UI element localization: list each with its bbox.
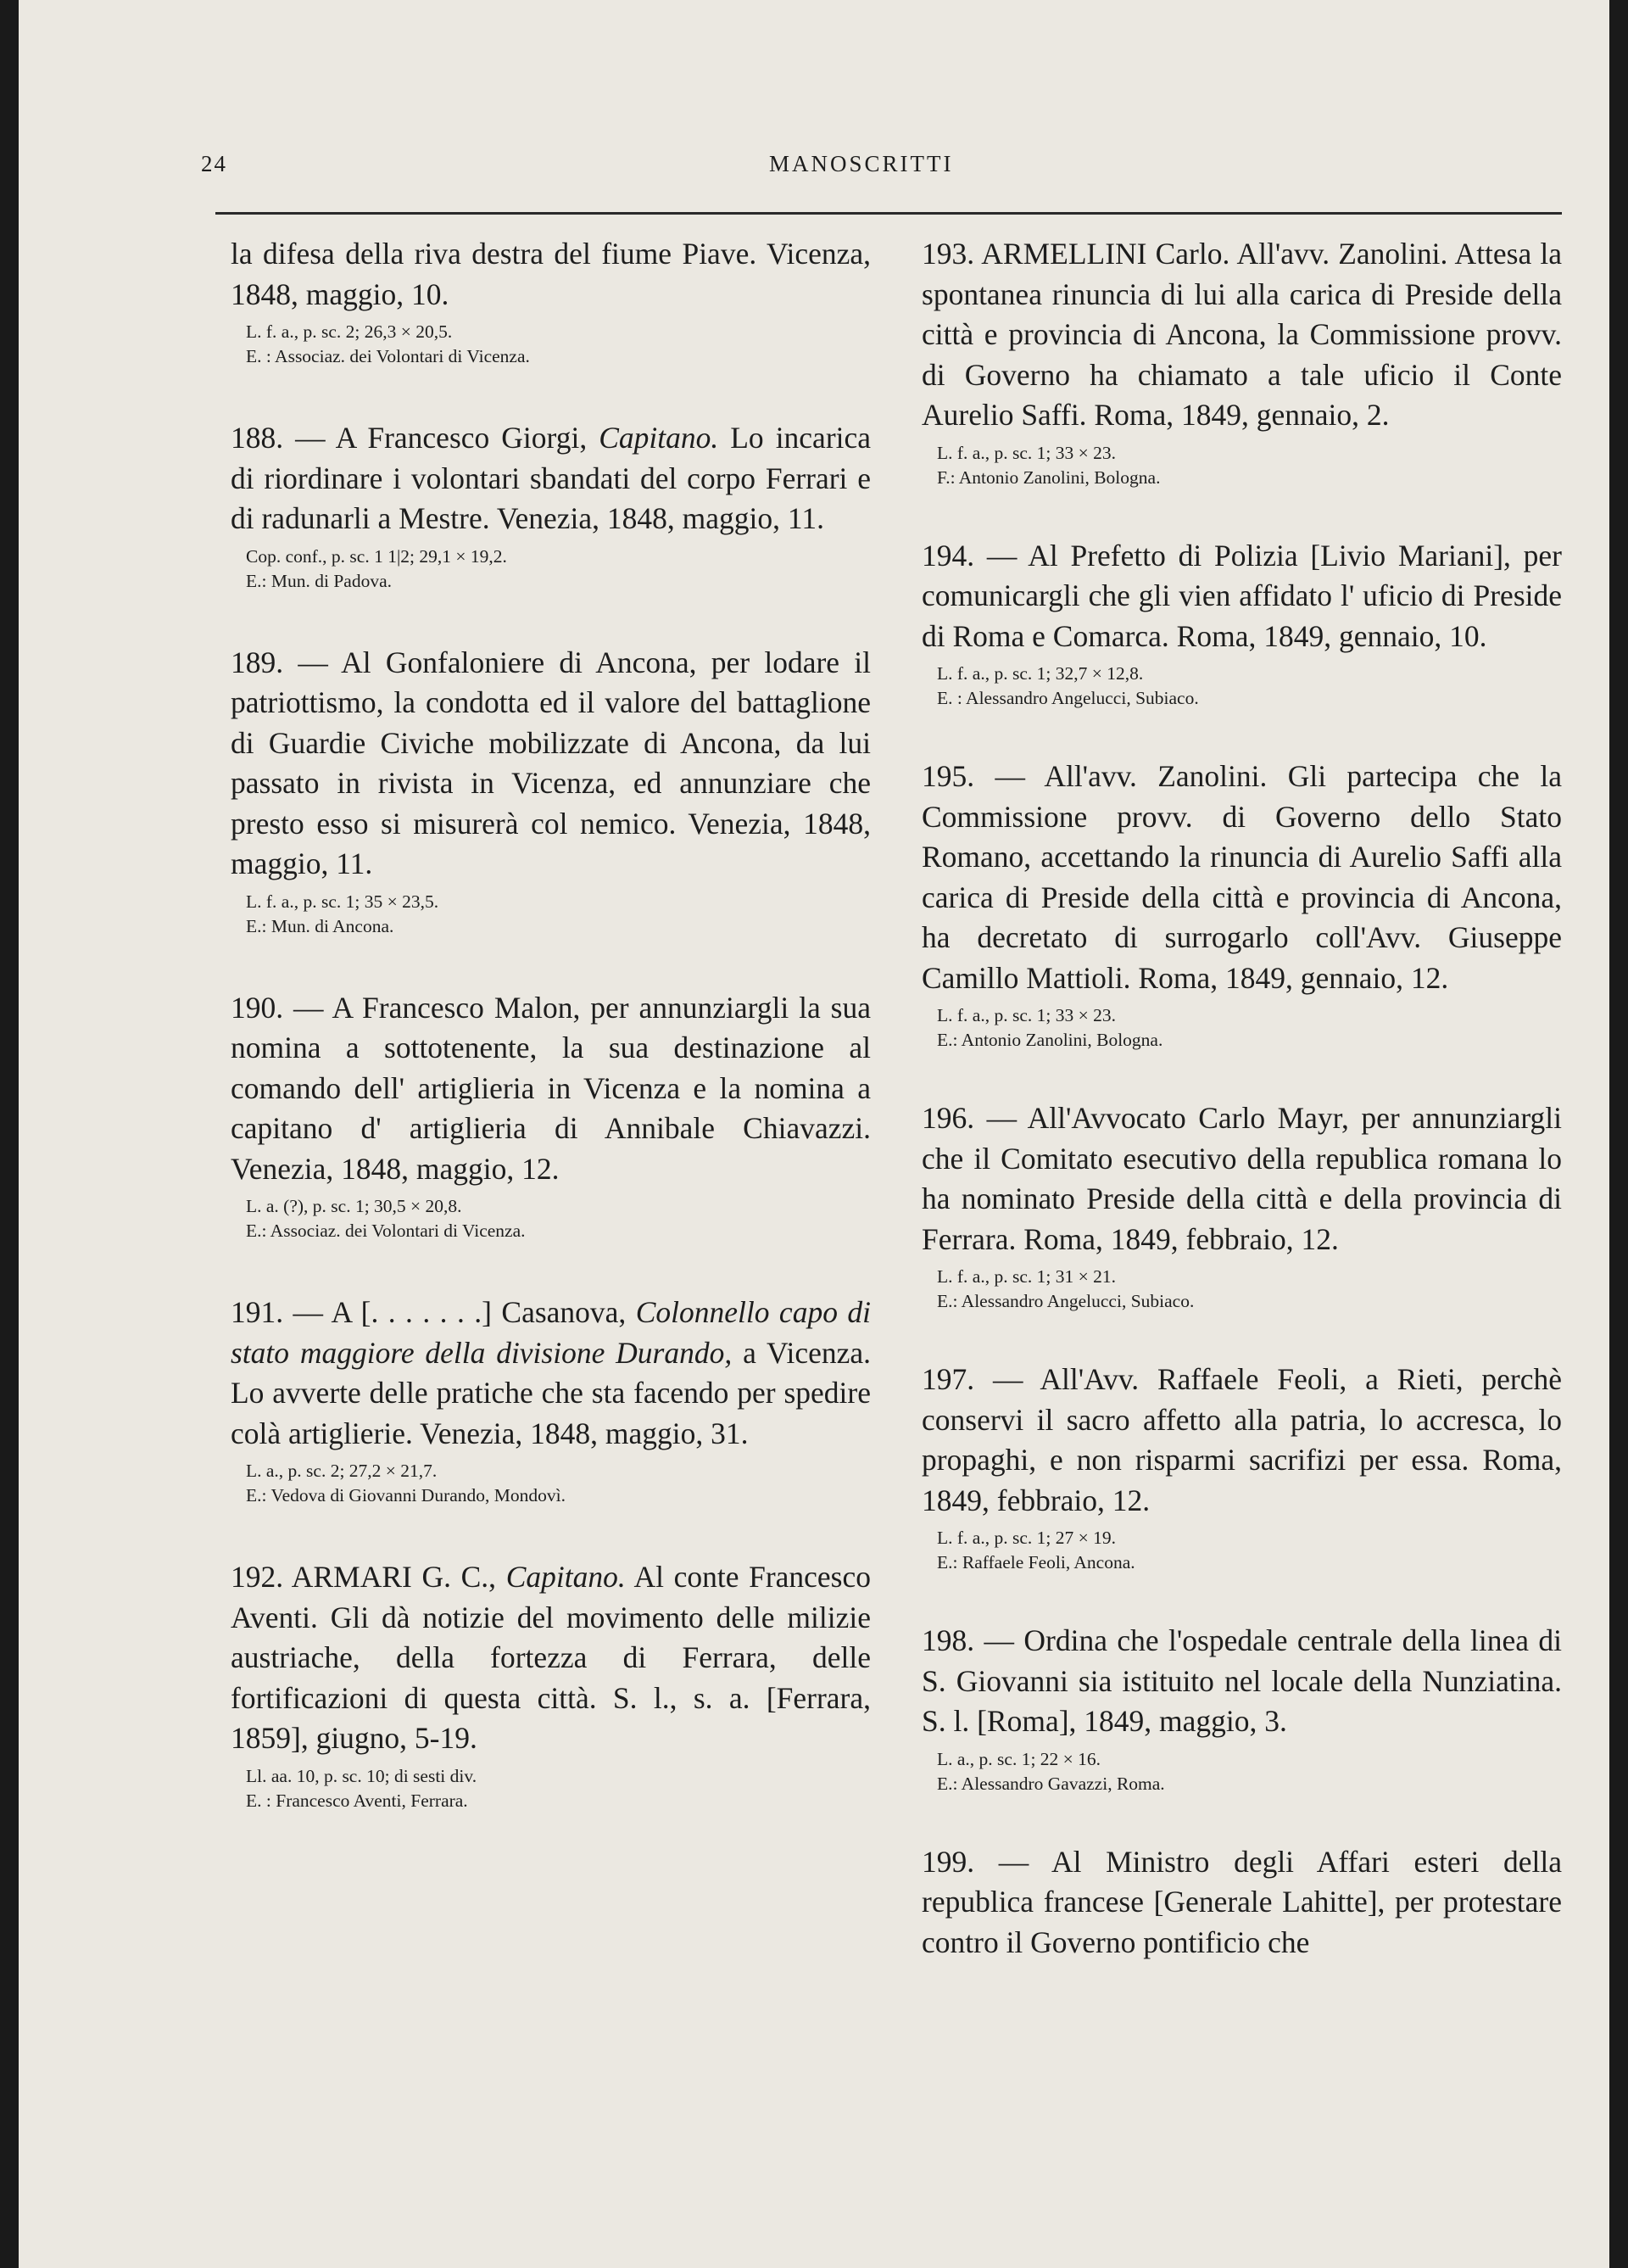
entry-text: 193. ARMELLINI Carlo. All'avv. Zanolini. Attesa la spontanea rinuncia di lui alla carica di Preside della città e provincia di Ancona, la Commissione provv. di Governo ha chiamato a tale uficio il Conte Aurelio Saffi. Roma, 1849, gennaio, 2. (922, 237, 1562, 432)
meta-line: L. a. (?), p. sc. 1; 30,5 × 20,8. (246, 1196, 462, 1216)
entry-text: 194. — Al Prefetto di Polizia [Livio Mariani], per comunicargli che gli vien affidato l' uficio di Preside di Roma e Comarca. Roma, 1849, gennaio, 10. (922, 538, 1562, 653)
entry-text: 198. — Ordina che l'ospedale centrale della linea di S. Giovanni sia istituito nel locale della Nunziatina. S. l. [Roma], 1849, maggio, 3. (922, 1623, 1562, 1738)
meta-line: E.: Mun. di Ancona. (246, 915, 394, 936)
left-column (231, 234, 871, 1813)
running-title: MANOSCRITTI (769, 151, 954, 176)
meta-line: L. f. a., p. sc. 1; 27 × 19. (937, 1528, 1116, 1548)
entry-meta (937, 662, 1562, 711)
entry-text: 189. — Al Gonfaloniere di Ancona, per lodare il patriottismo, la condotta ed il valore del battaglione di Guardie Civiche mobilizzate di Ancona, da lui passato in rivista in Vicenza, ed annunziare che presto esso si misurerà col nemico. Venezia, 1848, maggio, 11. (231, 645, 871, 880)
entry-191 (231, 1293, 871, 1508)
meta-line: E.: Alessandro Gavazzi, Roma. (937, 1773, 1165, 1794)
entry-198 (922, 1621, 1562, 1796)
meta-line: L. a., p. sc. 1; 22 × 16. (937, 1748, 1101, 1769)
entry-text: la difesa della riva destra del fiume Piave. Vicenza, 1848, maggio, 10. (231, 237, 871, 311)
entry-189 (231, 643, 871, 939)
meta-line: E.: Vedova di Giovanni Durando, Mondovì. (246, 1485, 566, 1505)
meta-line: E.: Antonio Zanolini, Bologna. (937, 1030, 1163, 1050)
entry-text: 199. — Al Ministro degli Affari esteri della republica francese [Generale Lahitte], per protestare contro il Governo pontificio che (922, 1844, 1562, 1959)
entry-meta (937, 1003, 1562, 1053)
meta-line: E.: Mun. di Padova. (246, 570, 392, 591)
entry-meta (937, 1265, 1562, 1314)
entry-meta (937, 441, 1562, 490)
entry-meta (246, 320, 871, 369)
meta-line: L. f. a., p. sc. 1; 33 × 23. (937, 1005, 1116, 1025)
entry-meta (246, 1764, 871, 1813)
meta-line: Ll. aa. 10, p. sc. 10; di sesti div. (246, 1765, 477, 1786)
entry-text: 196. — All'Avvocato Carlo Mayr, per annunziargli che il Comitato esecutivo della republica romana lo ha nominato Preside della città e della provincia di Ferrara. Roma, 1849, febbraio, 12. (922, 1101, 1562, 1256)
entry-meta (246, 890, 871, 939)
right-column (922, 234, 1562, 1963)
meta-line: L. f. a., p. sc. 1; 35 × 23,5. (246, 891, 439, 912)
meta-line: L. f. a., p. sc. 1; 33 × 23. (937, 442, 1116, 463)
meta-line: E.: Alessandro Angelucci, Subiaco. (937, 1291, 1195, 1311)
meta-line: E. : Alessandro Angelucci, Subiaco. (937, 688, 1199, 708)
entry-meta (246, 545, 871, 594)
meta-line: L. a., p. sc. 2; 27,2 × 21,7. (246, 1461, 438, 1481)
meta-line: Cop. conf., p. sc. 1 1|2; 29,1 × 19,2. (246, 545, 507, 567)
entry-text: 192. ARMARI G. C., Capitano. Al conte Francesco Aventi. Gli dà notizie del movimento delle milizie austriache, della fortezza di Ferrara, delle fortificazioni di questa città. S. l., s. a. [Ferrara, 1859], giugno, 5-19. (231, 1560, 872, 1755)
entry-meta (937, 1747, 1562, 1796)
entry-193 (922, 234, 1562, 490)
meta-line: E.: Associaz. dei Volontari di Vicenza. (246, 1221, 526, 1241)
entry-195 (922, 757, 1562, 1053)
entry-continuation (231, 234, 871, 369)
page-number: 24 (201, 151, 227, 176)
entry-192 (231, 1557, 871, 1813)
book-page (19, 0, 1609, 2268)
entry-190 (231, 988, 871, 1244)
entry-meta (937, 1526, 1562, 1575)
meta-line: E. : Francesco Aventi, Ferrara. (246, 1790, 468, 1811)
meta-line: L. f. a., p. sc. 2; 26,3 × 20,5. (246, 321, 453, 342)
entry-194 (922, 536, 1562, 712)
entry-text: 188. — A Francesco Giorgi, Capitano. Lo incarica di riordinare i volontari sbandati del corpo Ferrari e di radunarli a Mestre. Venezia, 1848, maggio, 11. (231, 421, 872, 535)
entry-text: 197. — All'Avv. Raffaele Feoli, a Rieti, perchè conservi il sacro affetto alla patria, lo accresca, lo propaghi, e non risparmi sacrifizi per essa. Roma, 1849, febbraio, 12. (922, 1362, 1562, 1517)
header-rule (215, 212, 1562, 215)
entry-meta (246, 1459, 871, 1508)
entry-text: 191. — A [. . . . . . .] Casanova, Colonnello capo di stato maggiore della divisione Durando, a Vicenza. Lo avverte delle pratiche che sta facendo per spedire colà artiglierie. Venezia, 1848, maggio, 31. (231, 1295, 872, 1450)
entry-text: 190. — A Francesco Malon, per annunziargli la sua nomina a sottotenente, la sua destinazione al comando dell' artiglieria in Vicenza e la nomina a capitano d' artiglieria di Annibale Chiavazzi. Venezia, 1848, maggio, 12. (231, 990, 871, 1186)
meta-line: E.: Raffaele Feoli, Ancona. (937, 1552, 1135, 1573)
meta-line: E. : Associaz. dei Volontari di Vicenza. (246, 346, 530, 366)
entry-197 (922, 1360, 1562, 1575)
entry-188 (231, 418, 871, 594)
entry-meta (246, 1194, 871, 1243)
entry-196 (922, 1098, 1562, 1314)
entry-199 (922, 1842, 1562, 1964)
meta-line: L. f. a., p. sc. 1; 32,7 × 12,8. (937, 663, 1144, 684)
entry-text: 195. — All'avv. Zanolini. Gli partecipa che la Commissione provv. di Governo dello Stato Romano, accettando la rinuncia di Aurelio Saffi alla carica di Preside della città e provincia di Ancona, ha decretato di surrogarlo coll'Avv. Giuseppe Camillo Mattioli. Roma, 1849, gennaio, 12. (922, 759, 1562, 995)
meta-line: F.: Antonio Zanolini, Bologna. (937, 466, 1161, 488)
meta-line: L. f. a., p. sc. 1; 31 × 21. (937, 1266, 1116, 1287)
